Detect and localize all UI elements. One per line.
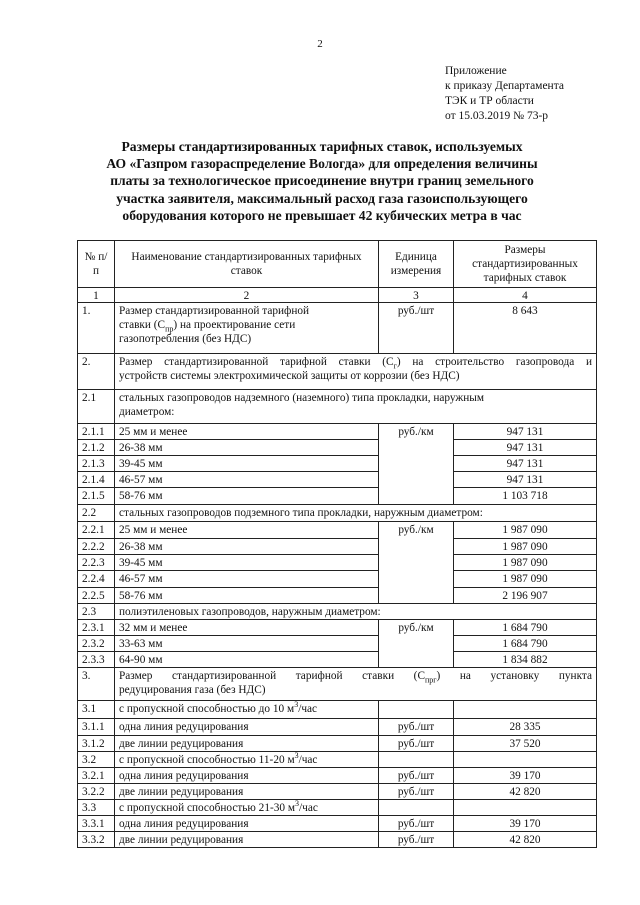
empty-cell xyxy=(379,752,454,768)
row-name: две линии редуцирования xyxy=(115,736,379,752)
row-name: 26-38 мм xyxy=(115,440,379,456)
header-unit: Единица измерения xyxy=(379,240,454,288)
row-number: 2.3.3 xyxy=(77,652,115,668)
section-superscript: 3 xyxy=(295,800,300,809)
header-name: Наименование стандартизированных тарифных ставок xyxy=(115,240,379,288)
page-number: 2 xyxy=(317,38,323,50)
header-value: Размеры стандартизированных тарифных ставок xyxy=(454,240,597,288)
row-number: 3.2.2 xyxy=(77,784,115,800)
merged-unit xyxy=(379,522,454,604)
section-subscript: прг xyxy=(424,675,437,685)
unit-label: руб./км xyxy=(398,622,434,634)
row-number: 2.1.4 xyxy=(77,472,115,488)
section-heading: стальных газопроводов подземного типа прокладки, наружным диаметром: xyxy=(115,505,597,522)
section-heading xyxy=(115,354,597,390)
empty-cell xyxy=(454,752,597,768)
row-number: 2.1.1 xyxy=(77,424,115,440)
appendix-line: Приложение xyxy=(445,65,507,77)
row-name-subscript: пр xyxy=(165,324,174,334)
section-superscript: 3 xyxy=(294,752,299,761)
tariff-table xyxy=(77,240,597,846)
row-unit: руб./шт xyxy=(379,784,454,800)
row-number: 2.1.3 xyxy=(77,456,115,472)
appendix-note xyxy=(445,64,564,124)
title-line: АО «Газпром газораспределение Вологда» для определения величины xyxy=(106,156,538,172)
row-name: 58-76 мм xyxy=(115,488,379,505)
merged-unit xyxy=(379,424,454,505)
row-value: 1 987 090 xyxy=(454,555,597,571)
row-value: 39 170 xyxy=(454,768,597,784)
appendix-line: ТЭК и ТР области xyxy=(445,95,534,107)
row-unit: руб./шт xyxy=(379,719,454,736)
row-name: 32 мм и менее xyxy=(115,620,379,636)
appendix-line: к приказу Департамента xyxy=(445,80,564,92)
section-part: /час xyxy=(298,703,318,715)
row-number: 2.2.5 xyxy=(77,588,115,604)
row-number: 2.3 xyxy=(77,604,115,620)
section-line xyxy=(119,669,592,683)
section-subscript: г xyxy=(393,361,397,371)
section-line: устройств системы электрохимической защиты от коррозии (без НДС) xyxy=(119,370,460,382)
title-line: участка заявителя, максимальный расход газа газоиспользующего xyxy=(116,190,528,206)
column-number: 4 xyxy=(454,288,597,303)
section-part: /час xyxy=(299,802,318,814)
row-value: 1 987 090 xyxy=(454,571,597,588)
row-number: 3.1 xyxy=(77,701,115,719)
row-number: 2.1.5 xyxy=(77,488,115,505)
row-name: две линии редуцирования xyxy=(115,784,379,800)
appendix-line: от 15.03.2019 № 73-р xyxy=(445,110,549,122)
row-value: 28 335 xyxy=(454,719,597,736)
column-number: 3 xyxy=(379,288,454,303)
row-number: 3.1.2 xyxy=(77,736,115,752)
row-number: 2.1.2 xyxy=(77,440,115,456)
row-name-part: ставки (С xyxy=(119,319,166,331)
section-heading xyxy=(115,668,597,701)
row-unit: руб./шт xyxy=(379,736,454,752)
row-unit: руб./шт xyxy=(379,832,454,848)
row-number: 2.3.2 xyxy=(77,636,115,652)
row-number: 3.2.1 xyxy=(77,768,115,784)
row-name xyxy=(115,303,379,354)
row-name: одна линия редуцирования xyxy=(115,816,379,832)
section-heading: полиэтиленовых газопроводов, наружным диаметром: xyxy=(115,604,597,620)
title-line: платы за технологическое присоединение внутри границ земельного xyxy=(110,173,534,189)
row-name-line: Размер стандартизированной тарифной xyxy=(119,305,310,317)
row-name: 46-57 мм xyxy=(115,571,379,588)
section-heading xyxy=(115,800,379,816)
row-number: 1. xyxy=(77,303,115,354)
section-line: редуцирования газа (без НДС) xyxy=(119,684,266,696)
row-number: 3.2 xyxy=(77,752,115,768)
row-name: 25 мм и менее xyxy=(115,522,379,539)
row-number: 3.3.1 xyxy=(77,816,115,832)
row-value: 947 131 xyxy=(454,424,597,440)
section-part: Размер стандартизированной тарифной ставки (С xyxy=(119,670,425,682)
row-unit: руб./шт xyxy=(379,816,454,832)
empty-cell xyxy=(379,800,454,816)
section-line xyxy=(119,355,592,369)
row-number: 2.2 xyxy=(77,505,115,522)
empty-cell xyxy=(454,800,597,816)
row-name: 64-90 мм xyxy=(115,652,379,668)
section-line: диаметром: xyxy=(119,406,175,418)
column-number: 1 xyxy=(77,288,115,303)
row-value: 42 820 xyxy=(454,832,597,848)
row-value: 8 643 xyxy=(454,303,597,354)
section-part: с пропускной способностью 21-30 м xyxy=(119,802,296,814)
section-part: ) на строительство газопровода и xyxy=(396,356,592,368)
column-number: 2 xyxy=(115,288,379,303)
section-heading xyxy=(115,752,379,768)
row-value: 1 987 090 xyxy=(454,522,597,539)
row-name-line xyxy=(119,318,374,332)
section-part: Размер стандартизированной тарифной ставки (С xyxy=(119,356,394,368)
row-name: одна линия редуцирования xyxy=(115,768,379,784)
row-value: 1 834 882 xyxy=(454,652,597,668)
row-number: 3.1.1 xyxy=(77,719,115,736)
row-name-line: газопотребления (без НДС) xyxy=(119,333,252,345)
row-name: 46-57 мм xyxy=(115,472,379,488)
row-number: 3. xyxy=(77,668,115,701)
document-title xyxy=(62,138,582,224)
section-part: /час xyxy=(298,754,318,766)
row-value: 2 196 907 xyxy=(454,588,597,604)
row-name: 39-45 мм xyxy=(115,555,379,571)
row-number: 2.2.4 xyxy=(77,571,115,588)
unit-label: руб./км xyxy=(398,524,434,536)
section-line: стальных газопроводов надземного (наземного) типа прокладки, наружным xyxy=(119,392,485,404)
row-value: 37 520 xyxy=(454,736,597,752)
row-name: 26-38 мм xyxy=(115,539,379,555)
merged-unit xyxy=(379,620,454,668)
row-value: 1 103 718 xyxy=(454,488,597,505)
row-number: 2.2.1 xyxy=(77,522,115,539)
section-heading xyxy=(115,701,379,719)
row-name: 39-45 мм xyxy=(115,456,379,472)
row-value: 42 820 xyxy=(454,784,597,800)
row-name-part: ) на проектирование сети xyxy=(173,319,296,331)
row-number: 2.1 xyxy=(77,390,115,424)
row-value: 39 170 xyxy=(454,816,597,832)
row-number: 2.2.3 xyxy=(77,555,115,571)
row-name: одна линия редуцирования xyxy=(115,719,379,736)
empty-cell xyxy=(454,701,597,719)
row-value: 1 684 790 xyxy=(454,620,597,636)
row-number: 3.3 xyxy=(77,800,115,816)
section-superscript: 3 xyxy=(294,701,299,710)
row-name: 33-63 мм xyxy=(115,636,379,652)
row-number: 2.2.2 xyxy=(77,539,115,555)
section-part: с пропускной способностью 11-20 м xyxy=(119,754,295,766)
row-value: 947 131 xyxy=(454,472,597,488)
row-value: 947 131 xyxy=(454,440,597,456)
row-unit: руб./шт xyxy=(379,768,454,784)
row-unit: руб./шт xyxy=(379,303,454,354)
row-number: 3.3.2 xyxy=(77,832,115,848)
row-number: 2.3.1 xyxy=(77,620,115,636)
empty-cell xyxy=(379,701,454,719)
title-line: Размеры стандартизированных тарифных ставок, используемых xyxy=(121,139,523,154)
title-line: оборудования которого не превышает 42 кубических метра в час xyxy=(122,207,522,223)
section-heading xyxy=(115,390,597,424)
row-number: 2. xyxy=(77,354,115,390)
section-part: ) на установку пункта xyxy=(436,670,592,682)
section-part: с пропускной способностью до 10 м xyxy=(119,703,295,715)
row-name: 25 мм и менее xyxy=(115,424,379,440)
row-value: 947 131 xyxy=(454,456,597,472)
row-value: 1 987 090 xyxy=(454,539,597,555)
row-name: 58-76 мм xyxy=(115,588,379,604)
header-num: № п/п xyxy=(77,240,115,288)
row-name: две линии редуцирования xyxy=(115,832,379,848)
row-value: 1 684 790 xyxy=(454,636,597,652)
unit-label: руб./км xyxy=(398,426,434,438)
